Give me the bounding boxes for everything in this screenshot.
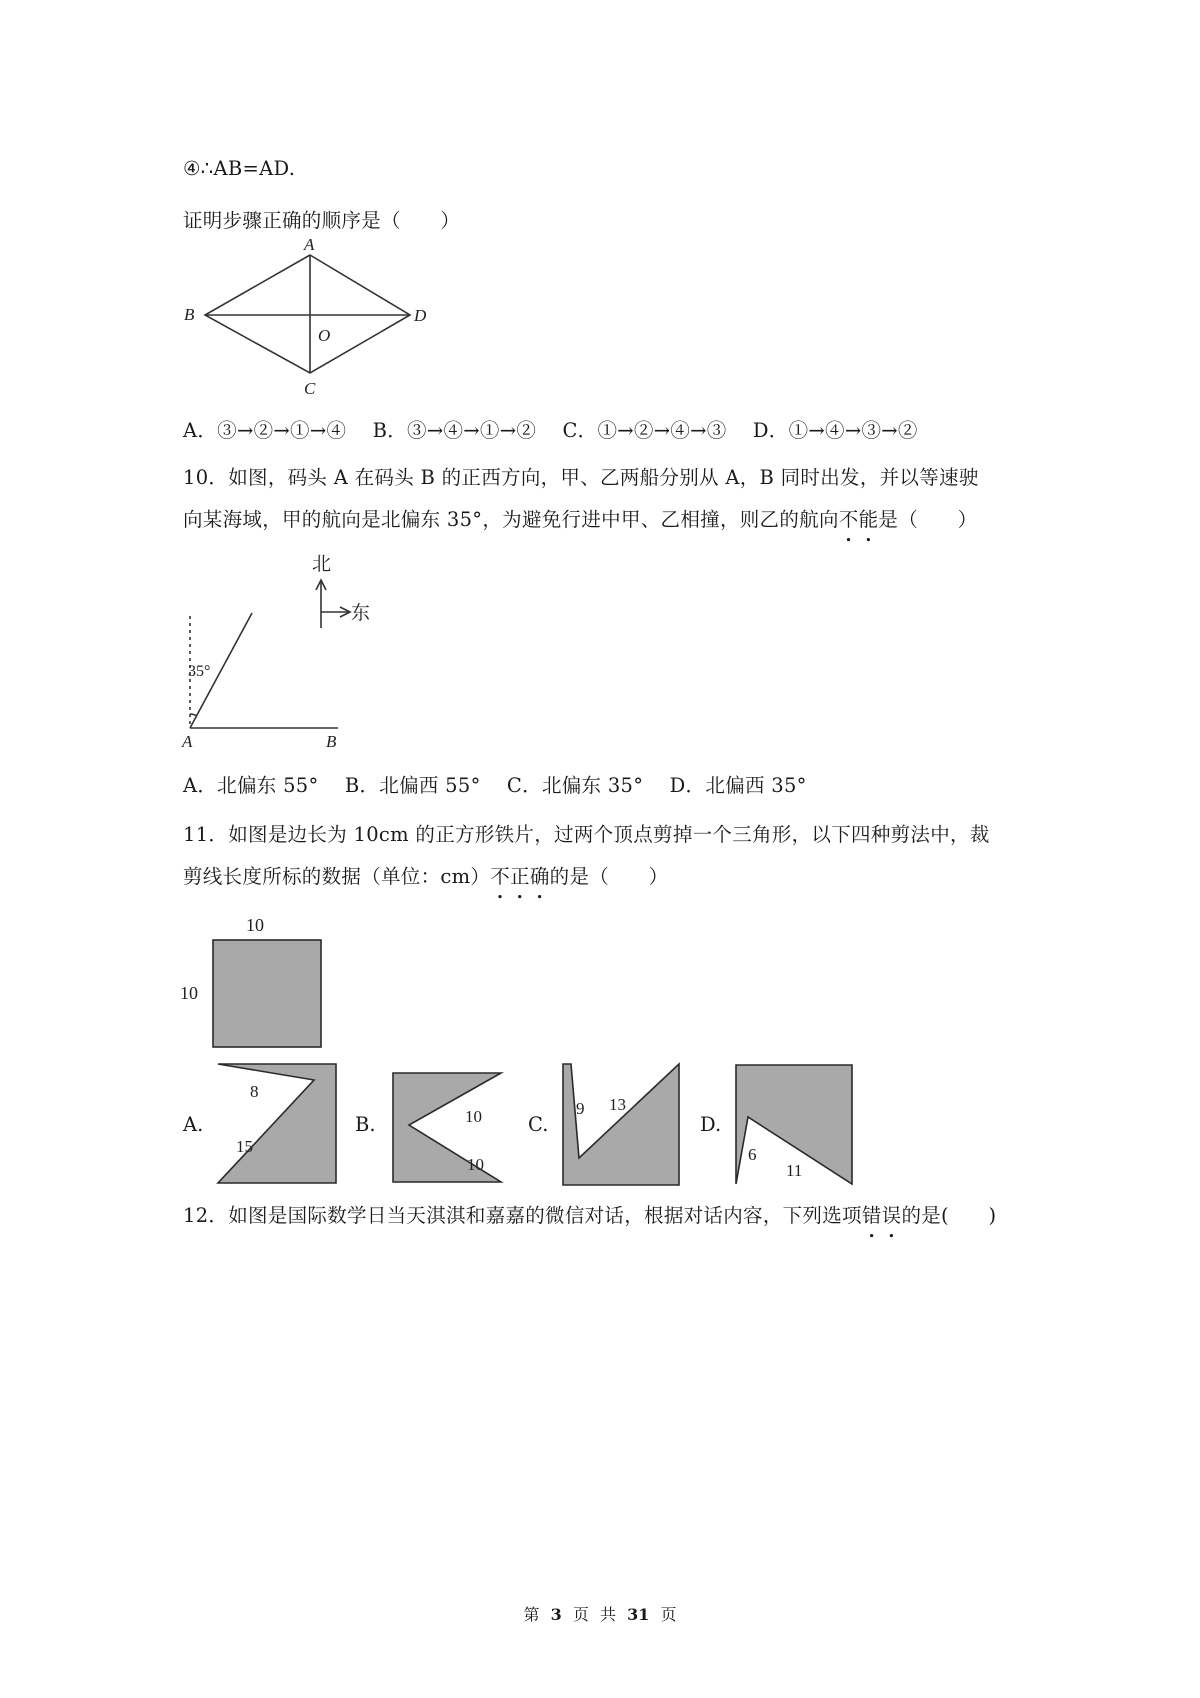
q10-options: A．北偏东 55° B．北偏西 55° C．北偏东 35° D．北偏西 35°	[183, 774, 807, 797]
option-c-label: C.	[528, 1113, 549, 1136]
cut-length: 13	[609, 1095, 626, 1114]
q10-line2-pre: 向某海域，甲的航向是北偏东 35°，为避免行进中甲、乙相撞，则乙的航向	[183, 508, 839, 531]
q10-line2	[183, 504, 977, 532]
cut-length: 9	[576, 1099, 585, 1118]
cut-length: 6	[748, 1145, 757, 1164]
label-d: D	[414, 306, 427, 325]
label-a: A	[182, 732, 193, 751]
label-a: A	[304, 235, 315, 254]
total-pages: 31	[627, 1605, 650, 1624]
emphasis-char: 错	[861, 1204, 882, 1227]
q11-line1: 11．如图是边长为 10cm 的正方形铁片，过两个顶点剪掉一个三角形，以下四种剪法中，裁	[183, 823, 990, 846]
page-number: 3	[550, 1605, 562, 1624]
emphasis-char: 误	[881, 1204, 902, 1227]
q9-options: A．③→②→①→④ B．③→④→①→② C．①→②→④→③ D．①→④→③→②	[183, 419, 918, 442]
option-a-figure	[218, 1063, 343, 1188]
q9-prompt: 证明步骤正确的顺序是（ ）	[183, 209, 461, 232]
cut-length: 8	[250, 1082, 259, 1101]
square-sheet	[213, 940, 321, 1047]
option-b-figure	[393, 1072, 513, 1187]
label-b: B	[184, 305, 195, 324]
option-a-label: A.	[183, 1113, 204, 1136]
footer-text: 页	[660, 1605, 677, 1624]
north-label: 北	[312, 554, 332, 575]
cut-length: 11	[786, 1161, 803, 1180]
emphasis-char: 能	[858, 508, 879, 531]
page-footer	[0, 1602, 1200, 1625]
cut-sheet-c	[563, 1064, 679, 1185]
square-figure	[180, 905, 340, 1055]
square-left-length: 10	[180, 983, 198, 1003]
emphasis-char: 不	[490, 865, 511, 888]
option-d-figure	[736, 1064, 861, 1189]
q10-line1: 10．如图，码头 A 在码头 B 的正西方向，甲、乙两船分别从 A，B 同时出发，并以等速驶	[183, 466, 979, 489]
option-d-label: D.	[700, 1113, 722, 1136]
angle-arc	[190, 714, 197, 716]
proof-step-4: ④∴AB=AD.	[183, 157, 296, 180]
footer-text: 页	[572, 1605, 589, 1624]
label-o: O	[318, 326, 331, 345]
option-b-label: B.	[355, 1113, 376, 1136]
label-c: C	[304, 379, 316, 398]
q11-line2-pre: 剪线长度所标的数据（单位：cm）	[183, 865, 491, 888]
q12-line	[183, 1200, 996, 1228]
q11-line2-post: 的是（ ）	[549, 865, 669, 888]
q11-line2	[183, 861, 668, 889]
q12-post: 的是( )	[901, 1204, 997, 1227]
rhombus-figure	[180, 235, 440, 400]
q12-pre: 12．如图是国际数学日当天淇淇和嘉嘉的微信对话，根据对话内容，下列选项	[183, 1204, 862, 1227]
cut-length: 10	[465, 1107, 482, 1126]
emphasis-char: 不	[838, 508, 859, 531]
square-top-length: 10	[246, 915, 264, 935]
heading-figure	[178, 548, 398, 758]
option-c-figure	[563, 1063, 688, 1188]
cut-sheet-a	[218, 1064, 336, 1183]
cut-sheet-b	[393, 1073, 501, 1182]
emphasis-char: 正	[510, 865, 530, 888]
angle-label: 35°	[188, 663, 211, 680]
rhombus-abcd	[205, 255, 410, 373]
footer-text: 第	[523, 1605, 540, 1624]
east-label: 东	[351, 603, 371, 624]
cut-length: 15	[236, 1137, 253, 1156]
q10-line2-post: 是（ ）	[878, 508, 978, 531]
label-b: B	[326, 732, 337, 751]
emphasis-char: 确	[529, 865, 550, 888]
footer-text: 共	[599, 1605, 616, 1624]
cut-length: 10	[467, 1155, 484, 1174]
